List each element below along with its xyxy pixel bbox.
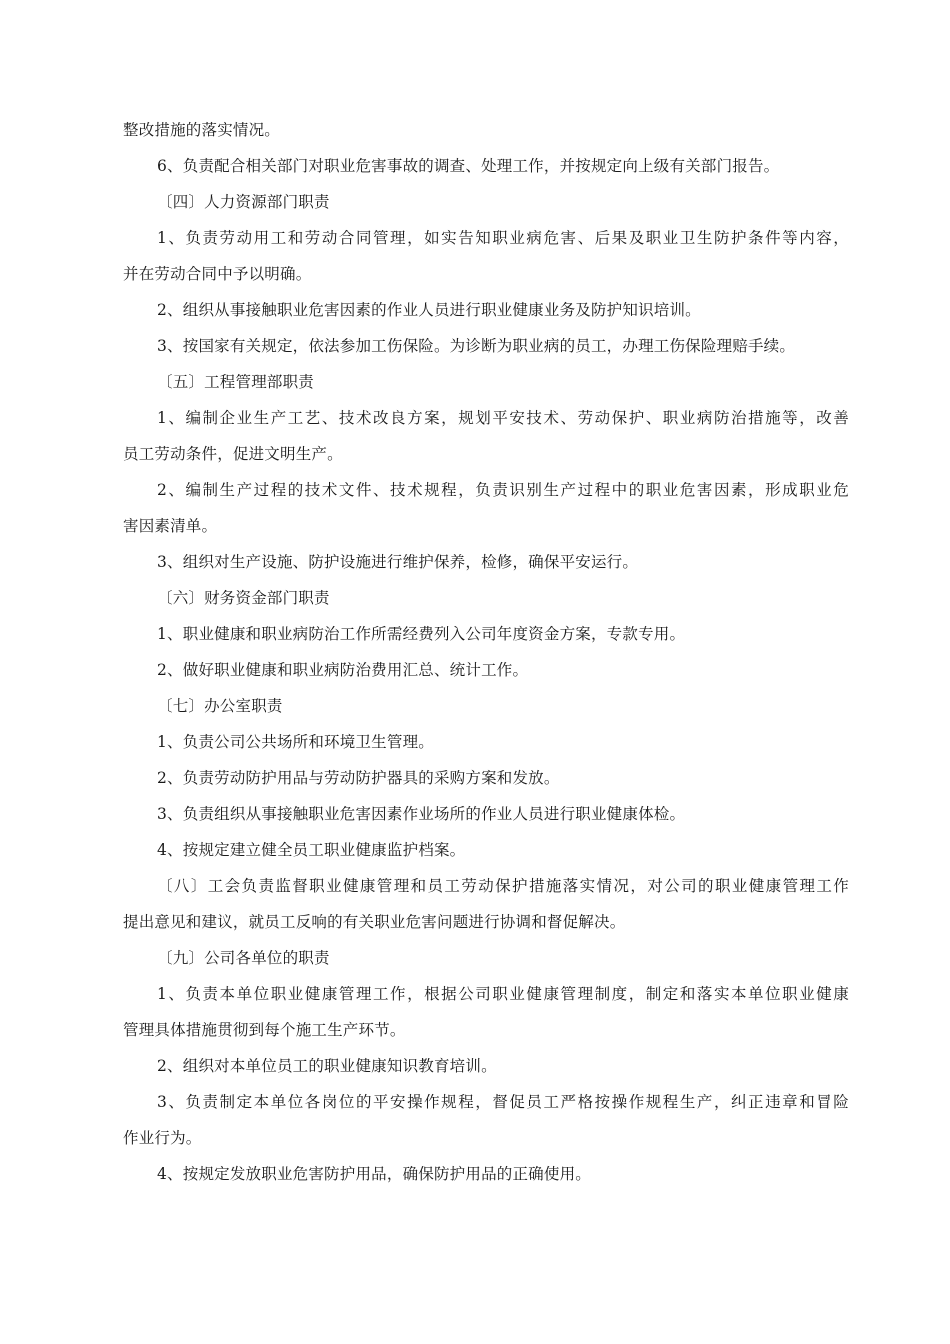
text-line: 1、职业健康和职业病防治工作所需经费列入公司年度资金方案，专款专用。 xyxy=(157,625,686,643)
section-heading: 〔八〕工会负责监督职业健康管理和员工劳动保护措施落实情况，对公司的职业健康管理工作 xyxy=(157,877,849,895)
text-line: 提出意见和建议，就员工反响的有关职业危害问题进行协调和督促解决。 xyxy=(123,913,626,931)
section-heading: 〔七〕办公室职责 xyxy=(157,697,283,715)
text-line: 害因素清单。 xyxy=(123,517,218,535)
section-heading: 〔四〕人力资源部门职责 xyxy=(157,193,330,211)
text-line: 1、负责本单位职业健康管理工作，根据公司职业健康管理制度，制定和落实本单位职业健康 xyxy=(157,985,849,1003)
text-line: 3、按国家有关规定，依法参加工伤保险。为诊断为职业病的员工，办理工伤保险理赔手续。 xyxy=(157,337,796,355)
text-line: 2、组织对本单位员工的职业健康知识教育培训。 xyxy=(157,1057,497,1075)
text-line: 3、组织对生产设施、防护设施进行维护保养，检修，确保平安运行。 xyxy=(157,553,639,571)
text-line: 1、负责劳动用工和劳动合同管理，如实告知职业病危害、后果及职业卫生防护条件等内容， xyxy=(157,229,849,247)
text-line: 1、编制企业生产工艺、技术改良方案，规划平安技术、劳动保护、职业病防治措施等，改善 xyxy=(157,409,849,427)
section-heading: 〔五〕工程管理部职责 xyxy=(157,373,315,391)
text-line: 3、负责制定本单位各岗位的平安操作规程，督促员工严格按操作规程生产，纠正违章和冒险 xyxy=(157,1093,849,1111)
text-line: 4、按规定发放职业危害防护用品，确保防护用品的正确使用。 xyxy=(157,1165,591,1183)
text-line: 2、组织从事接触职业危害因素的作业人员进行职业健康业务及防护知识培训。 xyxy=(157,301,701,319)
section-heading: 〔六〕财务资金部门职责 xyxy=(157,589,330,607)
text-line: 6、负责配合相关部门对职业危害事故的调查、处理工作，并按规定向上级有关部门报告。 xyxy=(157,157,780,175)
text-line: 并在劳动合同中予以明确。 xyxy=(123,265,312,283)
text-line: 2、做好职业健康和职业病防治费用汇总、统计工作。 xyxy=(157,661,529,679)
section-heading: 〔九〕公司各单位的职责 xyxy=(157,949,330,967)
text-line: 1、负责公司公共场所和环境卫生管理。 xyxy=(157,733,434,751)
text-line: 3、负责组织从事接触职业危害因素作业场所的作业人员进行职业健康体检。 xyxy=(157,805,686,823)
text-line: 2、负责劳动防护用品与劳动防护器具的采购方案和发放。 xyxy=(157,769,560,787)
text-line: 4、按规定建立健全员工职业健康监护档案。 xyxy=(157,841,466,859)
text-line: 作业行为。 xyxy=(123,1129,202,1147)
text-line: 整改措施的落实情况。 xyxy=(123,121,281,139)
text-line: 员工劳动条件，促进文明生产。 xyxy=(123,445,343,463)
text-line: 管理具体措施贯彻到每个施工生产环节。 xyxy=(123,1021,406,1039)
document-body xyxy=(123,112,849,1192)
text-line: 2、编制生产过程的技术文件、技术规程，负责识别生产过程中的职业危害因素，形成职业危 xyxy=(157,481,849,499)
